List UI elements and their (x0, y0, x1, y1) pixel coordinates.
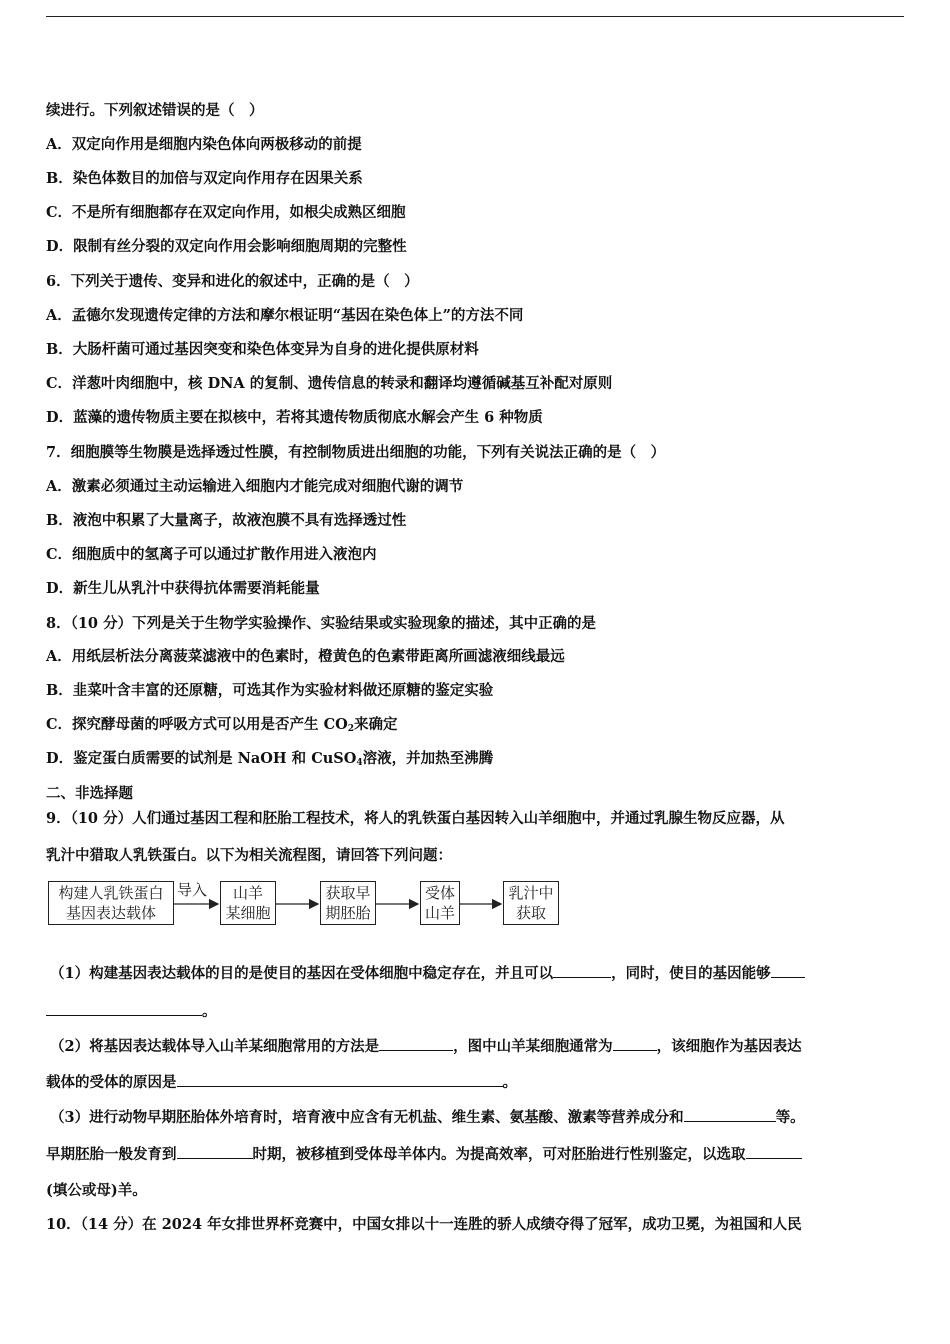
answer-blank[interactable] (771, 963, 805, 978)
q8-option-b: B．韭菜叶含丰富的还原糖，可选其作为实验材料做还原糖的鉴定实验 (46, 682, 494, 699)
answer-blank[interactable] (613, 1036, 657, 1051)
q6-option-b: B．大肠杆菌可通过基因突变和染色体变异为自身的进化提供原材料 (46, 341, 479, 358)
flow-box-build-vector: 构建人乳铁蛋白 基因表达载体 (48, 881, 174, 925)
question-5-continuation: 续进行。下列叙述错误的是（ ） (46, 102, 264, 119)
q9-part-3: （3）进行动物早期胚胎体外培育时，培育液中应含有无机盐、维生素、氨基酸、激素等营养成分和 等。 (50, 1109, 805, 1126)
q6-option-d: D．蓝藻的遗传物质主要在拟核中，若将其遗传物质彻底水解会产生 6 种物质 (46, 409, 543, 426)
question-10-stem: 10．（14 分）在 2024 年女排世界杯竞赛中，中国女排以十一连胜的骄人成绩夺得了冠军，成功卫冕，为祖国和人民 (46, 1216, 802, 1233)
flow-box-early-embryo: 获取早 期胚胎 (320, 881, 376, 925)
q8-option-c: C．探究酵母菌的呼吸方式可以用是否产生 $CO_2$来确定 (46, 716, 398, 734)
answer-blank[interactable] (684, 1107, 776, 1122)
q5-option-a: A．双定向作用是细胞内染色体向两极移动的前提 (46, 136, 362, 153)
q5-option-b: B．染色体数目的加倍与双定向作用存在因果关系 (46, 170, 363, 187)
q7-option-b: B．液泡中积累了大量离子，故液泡膜不具有选择透过性 (46, 512, 407, 529)
q6-option-a: A．孟德尔发现遗传定律的方法和摩尔根证明“基因在染色体上”的方法不同 (46, 307, 524, 324)
question-8-stem: 8．（10 分）下列是关于生物学实验操作、实验结果或实验现象的描述，其中正确的是 (46, 615, 597, 632)
q5-option-c: C．不是所有细胞都存在双定向作用，如根尖成熟区细胞 (46, 204, 406, 221)
q9-part-1-cont: 。 (46, 1001, 217, 1022)
arrow-1-label: 导入 (177, 881, 208, 899)
q9-part-2-cont: 载体的受体的原因是 。 (46, 1074, 517, 1091)
q9-part-1: （1）构建基因表达载体的目的是使目的基因在受体细胞中稳定存在，并且可以 ，同时，使目的基因能够 (50, 963, 805, 984)
answer-blank[interactable] (553, 963, 611, 978)
answer-blank[interactable] (177, 1072, 503, 1087)
flow-box-milk-harvest: 乳汁中 获取 (503, 881, 559, 925)
flow-box-recipient-goat: 受体 山羊 (420, 881, 460, 925)
question-7-stem: 7．细胞膜等生物膜是选择透过性膜，有控制物质进出细胞的功能，下列有关说法正确的是（ ） (46, 444, 666, 461)
section-heading: 二、非选择题 (46, 785, 133, 802)
answer-blank[interactable] (46, 1001, 202, 1016)
answer-blank[interactable] (379, 1036, 453, 1051)
q9-part-3-cont2: (填公或母)羊。 (46, 1182, 147, 1199)
q6-option-c: C．洋葱叶肉细胞中，核 DNA 的复制、遗传信息的转录和翻译均遵循碱基互补配对原则 (46, 375, 613, 392)
question-9-stem-cont: 乳汁中猎取人乳铁蛋白。以下为相关流程图，请回答下列问题： (46, 847, 452, 864)
question-9-stem: 9．（10 分）人们通过基因工程和胚胎工程技术，将人的乳铁蛋白基因转入山羊细胞中，并通过乳腺生物反应器，从 (46, 810, 785, 827)
q8-option-a: A．用纸层析法分离菠菜滤液中的色素时，橙黄色的色素带距离所画滤液细线最远 (46, 648, 565, 665)
q7-option-a: A．激素必须通过主动运输进入细胞内才能完成对细胞代谢的调节 (46, 478, 464, 495)
q9-part-2: （2）将基因表达载体导入山羊某细胞常用的方法是 ，图中山羊某细胞通常为 ，该细胞作为基因表达 (50, 1038, 802, 1055)
flowchart (48, 878, 568, 930)
answer-blank[interactable] (746, 1144, 802, 1159)
answer-blank[interactable] (177, 1144, 253, 1159)
question-6-stem: 6．下列关于遗传、变异和进化的叙述中，正确的是（ ） (46, 273, 419, 290)
header-rule (46, 16, 904, 17)
q8-option-d: D．鉴定蛋白质需要的试剂是 NaOH 和 CuSO$_4$溶液，并加热至沸腾 (46, 750, 494, 768)
q9-part-3-cont: 早期胚胎一般发育到 时期，被移植到受体母羊体内。为提高效率，可对胚胎进行性别鉴定，以选取 (46, 1144, 802, 1165)
q5-option-d: D．限制有丝分裂的双定向作用会影响细胞周期的完整性 (46, 238, 407, 255)
q7-option-d: D．新生儿从乳汁中获得抗体需要消耗能量 (46, 580, 320, 597)
q7-option-c: C．细胞质中的氢离子可以通过扩散作用进入液泡内 (46, 546, 377, 563)
flow-box-goat-cell: 山羊 某细胞 (220, 881, 276, 925)
